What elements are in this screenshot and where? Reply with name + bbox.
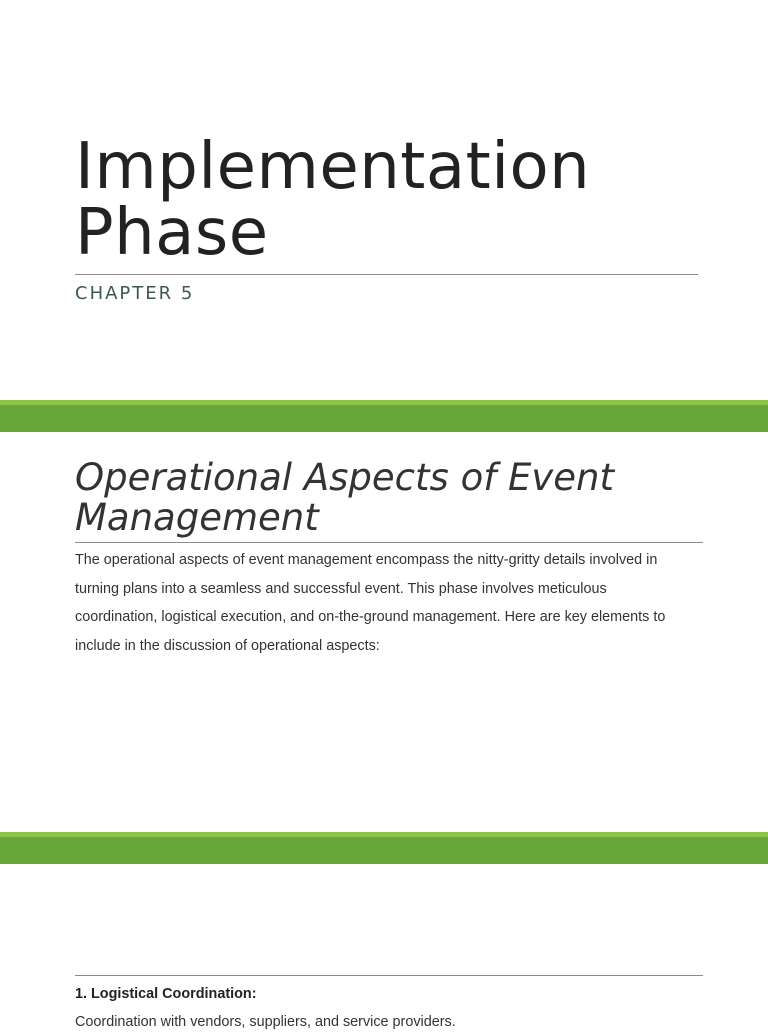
list-item-text: Coordination with vendors, suppliers, and service providers. [75, 1014, 456, 1030]
section-divider [75, 542, 703, 543]
page-separator-band [0, 832, 768, 864]
list-divider [75, 975, 703, 976]
document-title [75, 130, 591, 270]
section-body-paragraph: The operational aspects of event management encompass the nitty-gritty details involved in turning plans into a seamless and successful event. This phase involves meticulous coordination, logistical execution, and on-the-ground management. Here are key elements to include in the discussion of operational aspects: [75, 552, 666, 654]
section-heading-line-2: Management [75, 496, 319, 539]
page-separator-band [0, 400, 768, 432]
section-heading [75, 458, 715, 538]
title-page [0, 0, 768, 400]
list-item-heading: 1. Logistical Coordination: [75, 986, 257, 1002]
title-line-2: Phase [75, 196, 269, 270]
chapter-label: CHAPTER 5 [75, 283, 195, 304]
section-heading-line-1: Operational Aspects of Event [75, 456, 614, 499]
title-divider [75, 274, 698, 275]
title-line-1: Implementation [75, 130, 591, 204]
